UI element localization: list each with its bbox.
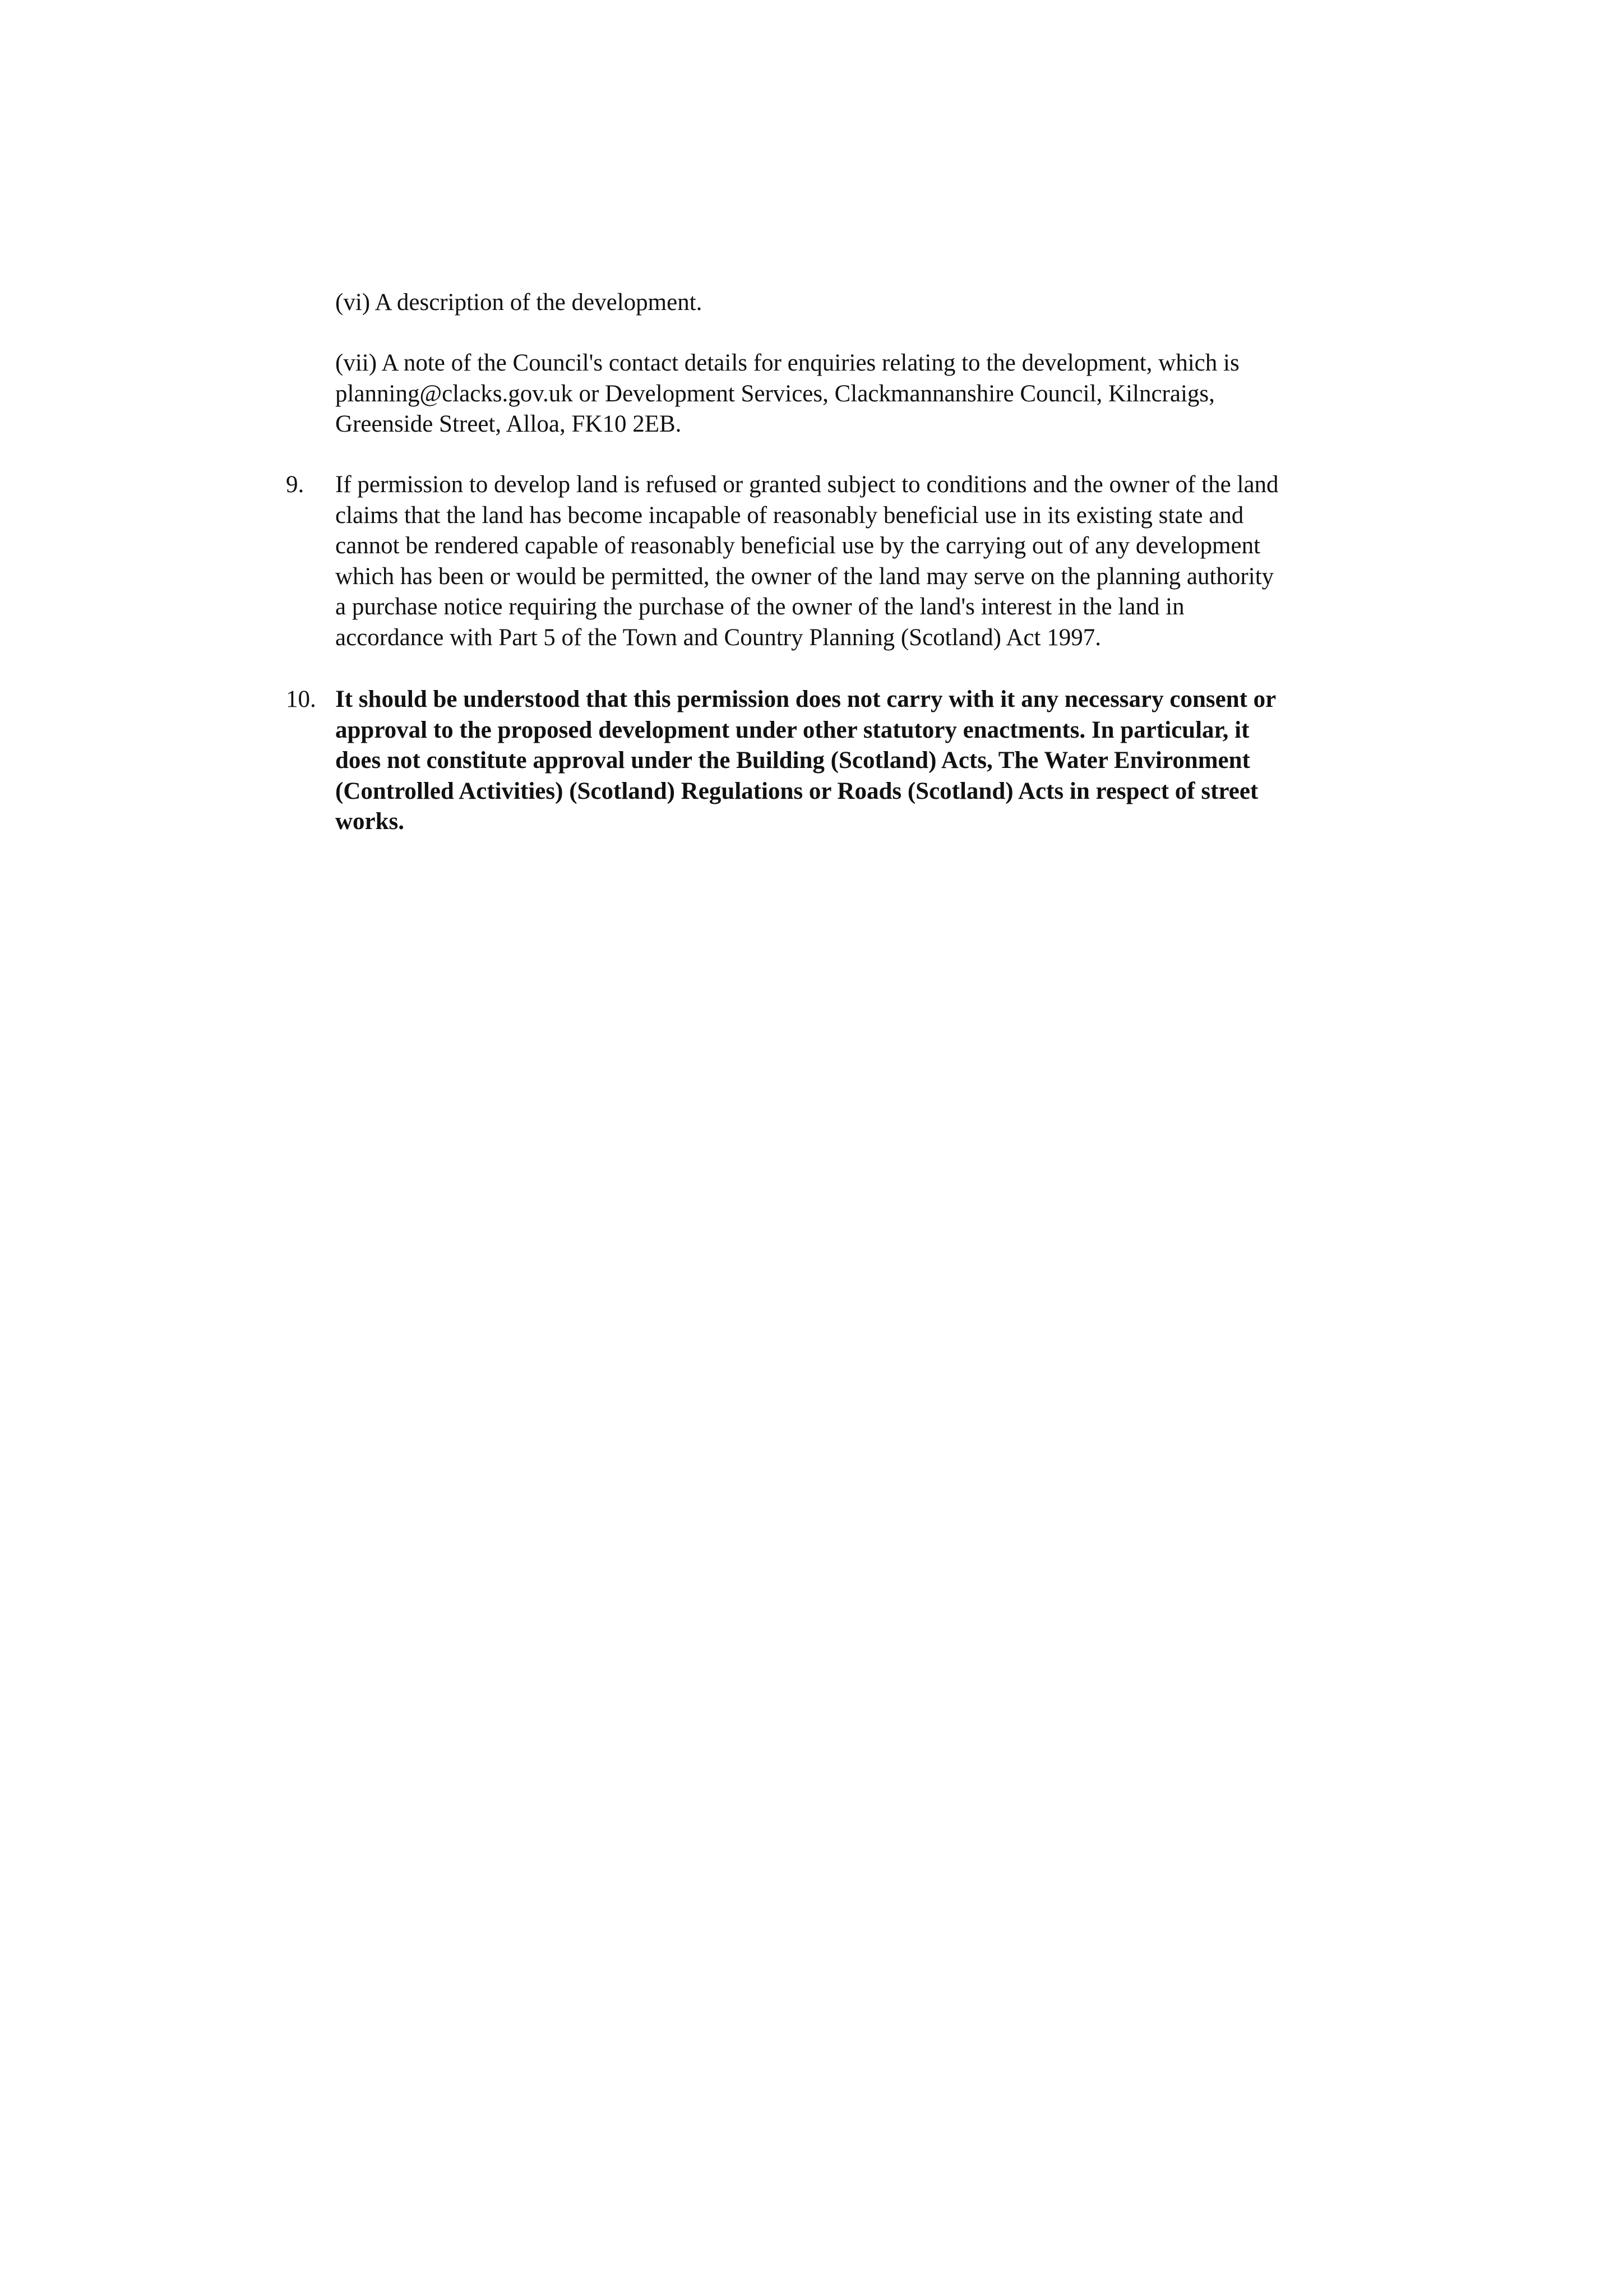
item-10-line: It should be understood that this permission does not carry with it any necessary consent or [335,686,1277,712]
item-9-line: a purchase notice requiring the purchase of the owner of the land's interest in the land in [335,594,1185,620]
item-10-line: (Controlled Activities) (Scotland) Regulations or Roads (Scotland) Acts in respect of street [335,777,1259,804]
subitem-vi [335,288,702,318]
item-10-line: approval to the proposed development under other statutory enactments. In particular, it [335,716,1250,743]
item-10-line: does not constitute approval under the Building (Scotland) Acts, The Water Environment [335,747,1250,774]
item-number: 9. [286,471,304,498]
item-9-line: claims that the land has become incapable of reasonably beneficial use in its existing state and [335,502,1244,529]
item-9-line: cannot be rendered capable of reasonably beneficial use by the carrying out of any development [335,533,1261,559]
subitem-vii [335,348,1240,440]
item-number: 10. [286,686,316,712]
item-10-text [335,684,1276,837]
subitem-vii-line: (vii) A note of the Council's contact details for enquiries relating to the development, which is [335,350,1240,376]
subitem-vii-line: Greenside Street, Alloa, FK10 2EB. [335,411,682,437]
item-9-text [335,470,1279,653]
item-9-line: which has been or would be permitted, the owner of the land may serve on the planning authority [335,563,1274,590]
item-9-line: accordance with Part 5 of the Town and Country Planning (Scotland) Act 1997. [335,624,1101,651]
subitem-vi-line: (vi) A description of the development. [335,289,702,316]
item-10-line: works. [335,808,405,835]
item-9-line: If permission to develop land is refused or granted subject to conditions and the owner of the land [335,471,1279,498]
subitem-vii-line: planning@clacks.gov.uk or Development Services, Clackmannanshire Council, Kilncraigs, [335,380,1215,407]
